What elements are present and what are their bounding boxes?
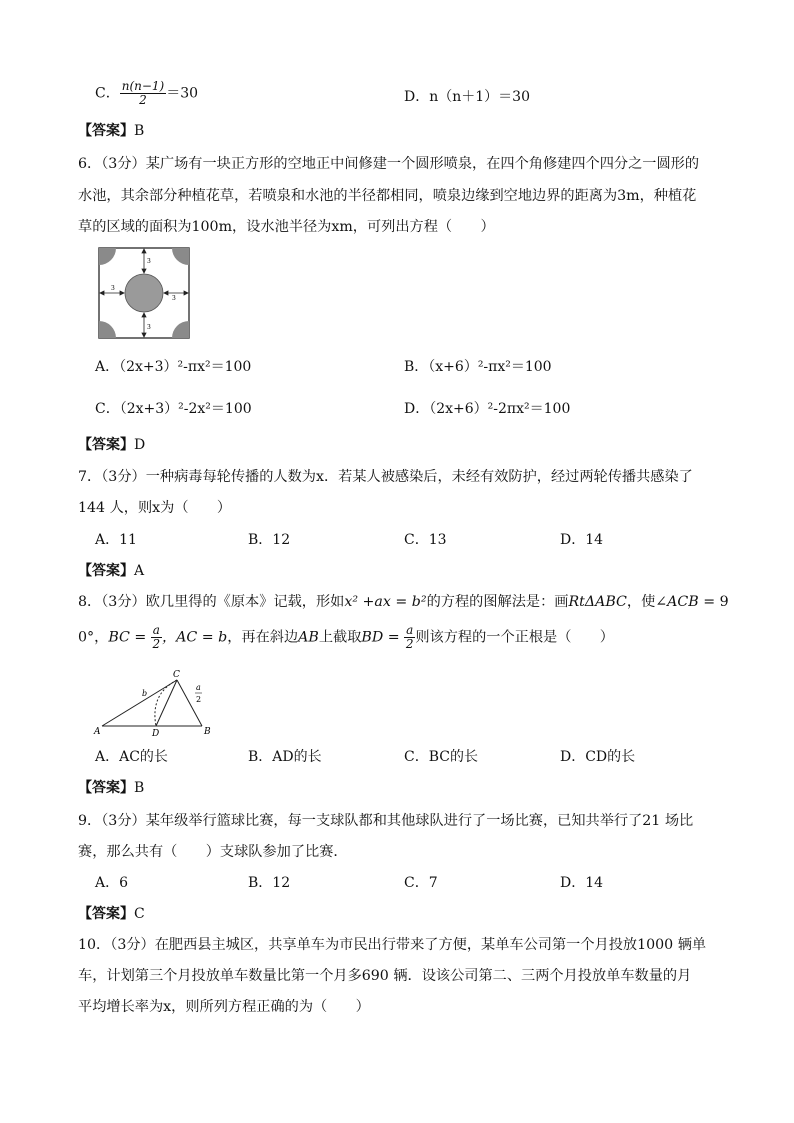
q7-option-a: A．11	[95, 532, 137, 548]
q8-option-c: C．BC的长	[404, 749, 478, 765]
q7-stem-line-1: 7．（3分）一种病毒每轮传播的人数为x．若某人被感染后，未经有效防护，经过两轮传播共感染了	[78, 469, 693, 485]
q5-option-c-fraction	[120, 80, 167, 107]
q8-text: ，再在斜边	[227, 629, 299, 646]
q7-option-d: D．14	[560, 532, 604, 548]
q6-option-b: B．（x+6）²-πx²＝100	[404, 359, 552, 375]
distance-label-top: 3	[147, 258, 151, 265]
vertex-label-c: C	[173, 670, 180, 680]
q9-option-b: B．12	[248, 875, 291, 891]
q7-option-b: B．12	[248, 532, 291, 548]
q8-triangle-name: RtΔABC	[568, 594, 627, 610]
q8-stem-line-2	[78, 624, 614, 650]
vertex-label-d: D	[152, 729, 160, 738]
q6-option-d: D．（2x+6）²-2πx²＝100	[404, 401, 571, 417]
side-label-b: b	[142, 689, 148, 698]
q10-stem-line-2: 车，计划第三个月投放单车数量比第一个月多690 辆．设该公司第二、三两个月投放单车数量的月	[78, 968, 692, 984]
q9-option-c: C．7	[404, 875, 438, 891]
q5-answer	[78, 122, 144, 140]
q5-option-c	[95, 80, 198, 107]
q8-text: 8．（3分）欧几里得的《原本》记载，形如	[78, 594, 345, 610]
q8-equation: x² +ax = b²	[344, 594, 427, 610]
q6-option-c: C．（2x+3）²-2x²＝100	[95, 401, 252, 417]
answer-value: B	[134, 780, 145, 796]
fraction-denominator: 2	[139, 93, 147, 107]
q8-option-d: D．CD的长	[560, 749, 636, 765]
q5-option-c-rest: ＝30	[166, 85, 199, 102]
q8-option-b: B．AD的长	[248, 749, 322, 765]
q8-text: 的方程的图解法是：画	[426, 594, 569, 610]
side-label-2: 2	[196, 695, 202, 704]
fraction-denominator: 2	[152, 637, 161, 651]
q10-stem-line-1: 10．（3分）在肥西县主城区，共享单车为市民出行带来了方便，某单车公司第一个月投放1000 辆单	[78, 937, 707, 953]
q8-text: 上截取	[318, 629, 362, 646]
q7-stem-line-2: 144 人，则x为（ ）	[78, 500, 232, 516]
q8-text: =	[383, 629, 405, 646]
answer-value: B	[134, 123, 145, 139]
q8-segment-ab: AB	[298, 629, 319, 646]
fraction-numerator: a	[152, 623, 160, 637]
q8-angle-name: ACB	[667, 594, 699, 610]
side-label-a: a	[196, 683, 201, 692]
fraction-denominator: 2	[405, 637, 414, 651]
q8-text: ，使∠	[626, 594, 668, 610]
answer-label: 【答案】	[78, 123, 134, 139]
answer-label: 【答案】	[78, 563, 134, 579]
distance-label-bottom: 3	[147, 324, 151, 331]
answer-value: A	[134, 563, 145, 579]
q8-segment-bd: BD	[361, 629, 384, 646]
q8-fraction-a-over-2	[151, 624, 162, 651]
q6-stem-line-1: 6．（3分）某广场有一块正方形的空地正中间修建一个圆形喷泉，在四个角修建四个四分之一圆形的	[78, 156, 700, 172]
q6-answer	[78, 436, 145, 454]
q5-option-c-label: C．	[95, 85, 120, 102]
center-fountain	[125, 274, 163, 312]
q8-text: = 9	[698, 594, 729, 610]
answer-label: 【答案】	[78, 780, 134, 796]
q7-option-c: C．13	[404, 532, 447, 548]
q8-answer	[78, 779, 144, 797]
q5-option-d: D．n（n＋1）＝30	[404, 89, 530, 105]
q8-segment-bc: BC	[108, 629, 130, 646]
q8-fraction-a-over-2	[404, 624, 415, 651]
q8-segment-ac: ，AC = b	[161, 629, 228, 646]
answer-value: D	[134, 437, 146, 453]
answer-label: 【答案】	[78, 437, 134, 453]
q9-answer	[78, 905, 145, 923]
distance-label-left: 3	[111, 285, 115, 292]
q9-option-a: A．6	[95, 875, 129, 891]
q8-stem-line-1	[78, 593, 729, 611]
q6-stem-line-2: 水池，其余部分种植花草，若喷泉和水池的半径都相同，喷泉边缘到空地边界的距离为3m，种植花	[78, 188, 697, 204]
q6-square-fountain-figure	[98, 247, 190, 339]
vertex-label-b: B	[204, 727, 211, 737]
distance-label-right: 3	[172, 295, 176, 302]
fraction-numerator: a	[406, 623, 414, 637]
q9-stem-line-1: 9．（3分）某年级举行篮球比赛，每一支球队都和其他球队进行了一场比赛，已知共举行了21 场比	[78, 813, 694, 829]
fraction-numerator: n(n−1)	[121, 79, 165, 93]
q8-text: 则该方程的一个正根是（ ）	[415, 629, 614, 646]
answer-label: 【答案】	[78, 906, 134, 922]
q8-text: 0°，	[78, 629, 109, 646]
q8-option-a: A．AC的长	[95, 749, 168, 765]
q7-answer	[78, 562, 144, 580]
q10-stem-line-3: 平均增长率为x，则所列方程正确的为（ ）	[78, 999, 370, 1015]
q6-option-a: A．（2x+3）²-πx²＝100	[95, 359, 252, 375]
q6-stem-line-3: 草的区域的面积为100m，设水池半径为xm，可列出方程（ ）	[78, 219, 495, 235]
q8-right-triangle-figure	[92, 666, 222, 738]
q9-stem-line-2: 赛，那么共有（ ）支球队参加了比赛．	[78, 844, 348, 860]
q8-text: =	[129, 629, 151, 646]
q9-option-d: D．14	[560, 875, 604, 891]
answer-value: C	[134, 906, 145, 922]
side-ac	[102, 680, 177, 726]
vertex-label-a: A	[94, 727, 101, 737]
